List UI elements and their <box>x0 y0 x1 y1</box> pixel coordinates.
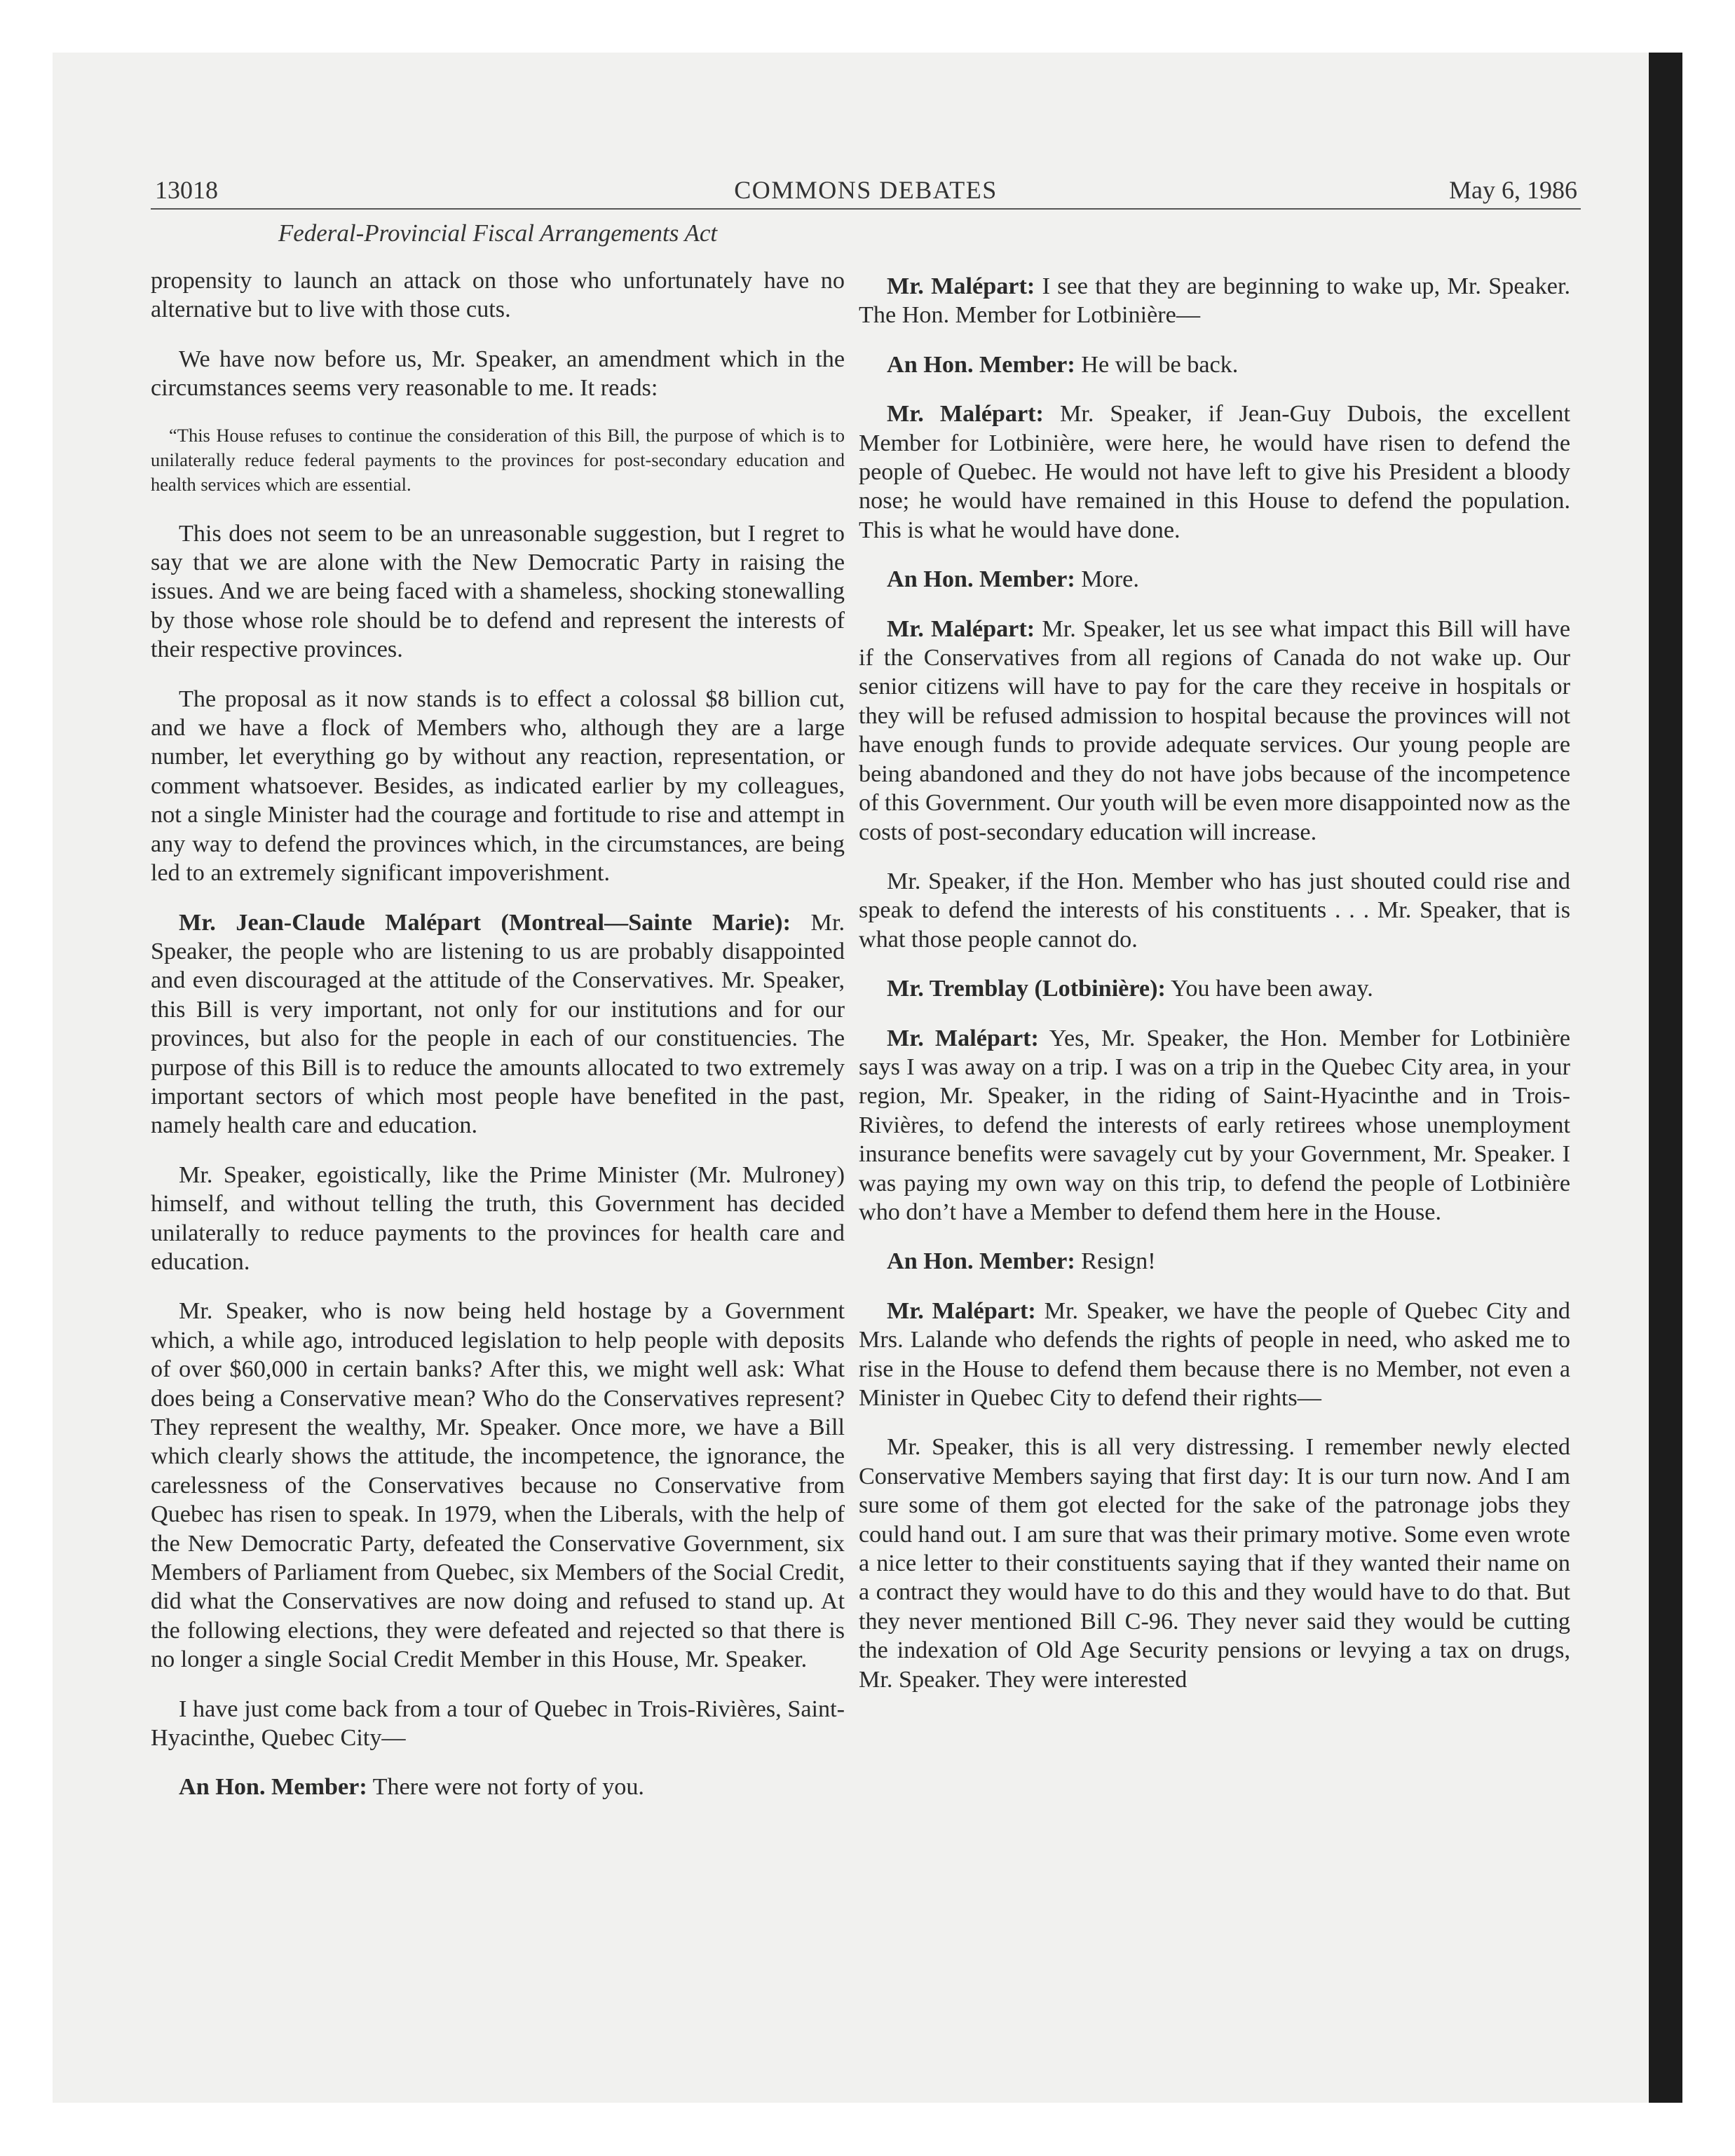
paragraph-text: The proposal as it now stands is to effect a colossal $8 billion cut, and we have a flock of Members who, although they are a large number, let everything go by without any reaction, representation, or comment whatsoever. Besides, as indicated earlier by my colleagues, not a single Minister had the courage and fortitude to rise and attempt in any way to defend the provinces which, in the circumstances, are being led to an extremely significant impoverishment. <box>151 685 845 887</box>
right-column <box>859 272 1570 1714</box>
paragraph <box>859 974 1570 1003</box>
paragraph <box>859 565 1570 594</box>
paragraph-text: Mr. Speaker, this is all very distressing. I remember newly elected Conservative Members saying that first day: It is our turn now. And I am sure some of them got elected for the sake of the patronage jobs they could hand out. I am sure that was their primary motive. Some even wrote a nice letter to their constituents saying that if they wanted their name on a contract they would have to do this and they would have to do that. But they never mentioned Bill C-96. They never said they would be cutting the indexation of Old Age Security pensions or levying a tax on drugs, Mr. Speaker. They were interested <box>859 1434 1570 1693</box>
section-subtitle: Federal-Provincial Fiscal Arrangements Act <box>278 219 718 247</box>
page-number: 13018 <box>155 176 218 204</box>
paragraph <box>151 1161 845 1277</box>
paragraph-text: He will be back. <box>1081 351 1239 378</box>
speaker-name: Mr. Malépart: <box>887 401 1044 428</box>
speaker-name: Mr. Jean-Claude Malépart (Montreal—Sainte Marie): <box>179 909 791 936</box>
paragraph <box>151 1695 845 1753</box>
paragraph <box>151 685 845 888</box>
paragraph-text: There were not forty of you. <box>372 1774 644 1801</box>
scan-edge-bar <box>1649 53 1682 2103</box>
paragraph <box>859 1297 1570 1413</box>
paragraph-text: Yes, Mr. Speaker, the Hon. Member for Lotbinière says I was away on a trip. I was on a trip in the Quebec City area, in your region, Mr. Speaker, in the riding of Saint-Hyacinthe and in Trois-Rivières, to defend the interests of early retirees whose unemployment insurance benefits were savagely cut by your Government, Mr. Speaker. I was paying my own way on this trip, to defend the people of Lotbinière who don’t have a Member to defend them here in the House. <box>859 1025 1571 1225</box>
paragraph <box>151 519 845 664</box>
paragraph <box>151 266 845 325</box>
speaker-name: An Hon. Member: <box>179 1774 367 1801</box>
paragraph <box>859 1024 1570 1227</box>
paragraph <box>859 867 1570 954</box>
paragraph <box>859 1247 1570 1276</box>
document-page <box>151 165 1581 2057</box>
speaker-name: Mr. Malépart: <box>887 1297 1036 1324</box>
paragraph-text: Mr. Speaker, let us see what impact this Bill will have if the Conservatives from all regions of Canada do not wake up. Our senior citizens will have to pay for the care they receive in hospitals or they will be refused admission to hospital because the provinces will not have enough funds to provide adequate services. Our young people are being abandoned and they do not have jobs because of the incompetence of this Government. Our youth will be even more disappointed now as the costs of post-secondary education will increase. <box>859 615 1570 845</box>
speaker-name: Mr. Tremblay (Lotbinière): <box>887 976 1166 1002</box>
speaker-name: An Hon. Member: <box>887 1248 1075 1275</box>
paragraph <box>151 908 845 1140</box>
paragraph-text: Mr. Speaker, if Jean-Guy Dubois, the excellent Member for Lotbinière, were here, he would have risen to defend the people of Quebec. He would not have left to give his President a bloody nose; he would have remained in this House to defend the population. This is what he would have done. <box>859 401 1570 543</box>
speaker-name: Mr. Malépart: <box>887 1025 1039 1051</box>
paragraph-text: Resign! <box>1081 1248 1156 1275</box>
paragraph <box>151 1773 845 1801</box>
paragraph-text: Mr. Speaker, egoistically, like the Prime Minister (Mr. Mulroney) himself, and without telling the truth, this Government has decided unilaterally to reduce payments to the provinces for health care and education. <box>151 1161 845 1275</box>
paragraph-text: This does not seem to be an unreasonable suggestion, but I regret to say that we are alone with the New Democratic Party in raising the issues. And we are being faced with a shameless, shocking stonewalling by those whose role should be to defend and represent the interests of their respective provinces. <box>151 520 845 663</box>
paragraph-text: Mr. Speaker, the people who are listening to us are probably disappointed and even discouraged at the attitude of the Conservatives. Mr. Speaker, this Bill is very important, not only for our institutions and for our provinces, but also for the people in each of our constituencies. The purpose of this Bill is to reduce the amounts allocated to two extremely important sectors of which most people have benefited in the past, namely health care and education. <box>151 909 845 1139</box>
publication-date: May 6, 1986 <box>1449 176 1577 204</box>
speaker-name: Mr. Malépart: <box>887 615 1035 642</box>
paragraph <box>859 272 1570 330</box>
paragraph-text: Mr. Speaker, who is now being held hostage by a Government which, a while ago, introduced legislation to help people with deposits of over $60,000 in certain banks? After this, we might well ask: What does being a Conservative mean? Who do the Conservatives represent? They represent the wealthy, Mr. Speaker. Once more, we have a Bill which clearly shows the attitude, the incompetence, the ignorance, the carelessness of the Conservatives because no Conservative from Quebec has risen to speak. In 1979, when the Liberals, with the help of the New Democratic Party, defeated the Conservative Government, six Members of Parliament from Quebec, six Members of the Social Credit, did what the Conservatives are now doing and refused to stand up. At the following elections, they were defeated and rejected so that there is no longer a single Social Credit Member in this House, Mr. Speaker. <box>151 1298 845 1673</box>
paragraph-text: “This House refuses to continue the consideration of this Bill, the purpose of which is to unilaterally reduce federal payments to the provinces for post-secondary education and health services which are essential. <box>151 424 845 495</box>
speaker-name: Mr. Malépart: <box>887 273 1035 299</box>
paragraph <box>859 400 1570 545</box>
speaker-name: An Hon. Member: <box>887 351 1075 378</box>
paragraph <box>859 615 1570 847</box>
paragraph-text: I have just come back from a tour of Quebec in Trois-Rivières, Saint-Hyacinthe, Quebec City— <box>151 1696 845 1752</box>
paragraph <box>859 350 1570 379</box>
paragraph-text: More. <box>1081 566 1139 593</box>
quoted-amendment <box>151 423 845 497</box>
header-rule <box>151 208 1581 210</box>
left-column <box>151 266 845 1822</box>
paragraph-text: Mr. Speaker, if the Hon. Member who has just shouted could rise and speak to defend the interests of his constituents . . . Mr. Speaker, that is what those people cannot do. <box>859 868 1570 953</box>
paragraph-text: propensity to launch an attack on those who unfortunately have no alternative but to live with those cuts. <box>151 268 845 323</box>
paragraph <box>151 345 845 403</box>
paragraph <box>151 1297 845 1674</box>
paragraph-text: I see that they are beginning to wake up, Mr. Speaker. The Hon. Member for Lotbinière— <box>859 273 1571 329</box>
speaker-name: An Hon. Member: <box>887 566 1075 593</box>
paragraph-text: You have been away. <box>1171 976 1373 1002</box>
paragraph <box>859 1433 1570 1694</box>
paragraph-text: Mr. Speaker, we have the people of Quebec City and Mrs. Lalande who defends the rights of people in need, who asked me to rise in the House to defend them because there is no Member, not even a Minister in Quebec City to defend their rights— <box>859 1297 1571 1411</box>
paragraph-text: We have now before us, Mr. Speaker, an amendment which in the circumstances seems very reasonable to me. It reads: <box>151 346 845 402</box>
publication-title: COMMONS DEBATES <box>734 176 998 204</box>
